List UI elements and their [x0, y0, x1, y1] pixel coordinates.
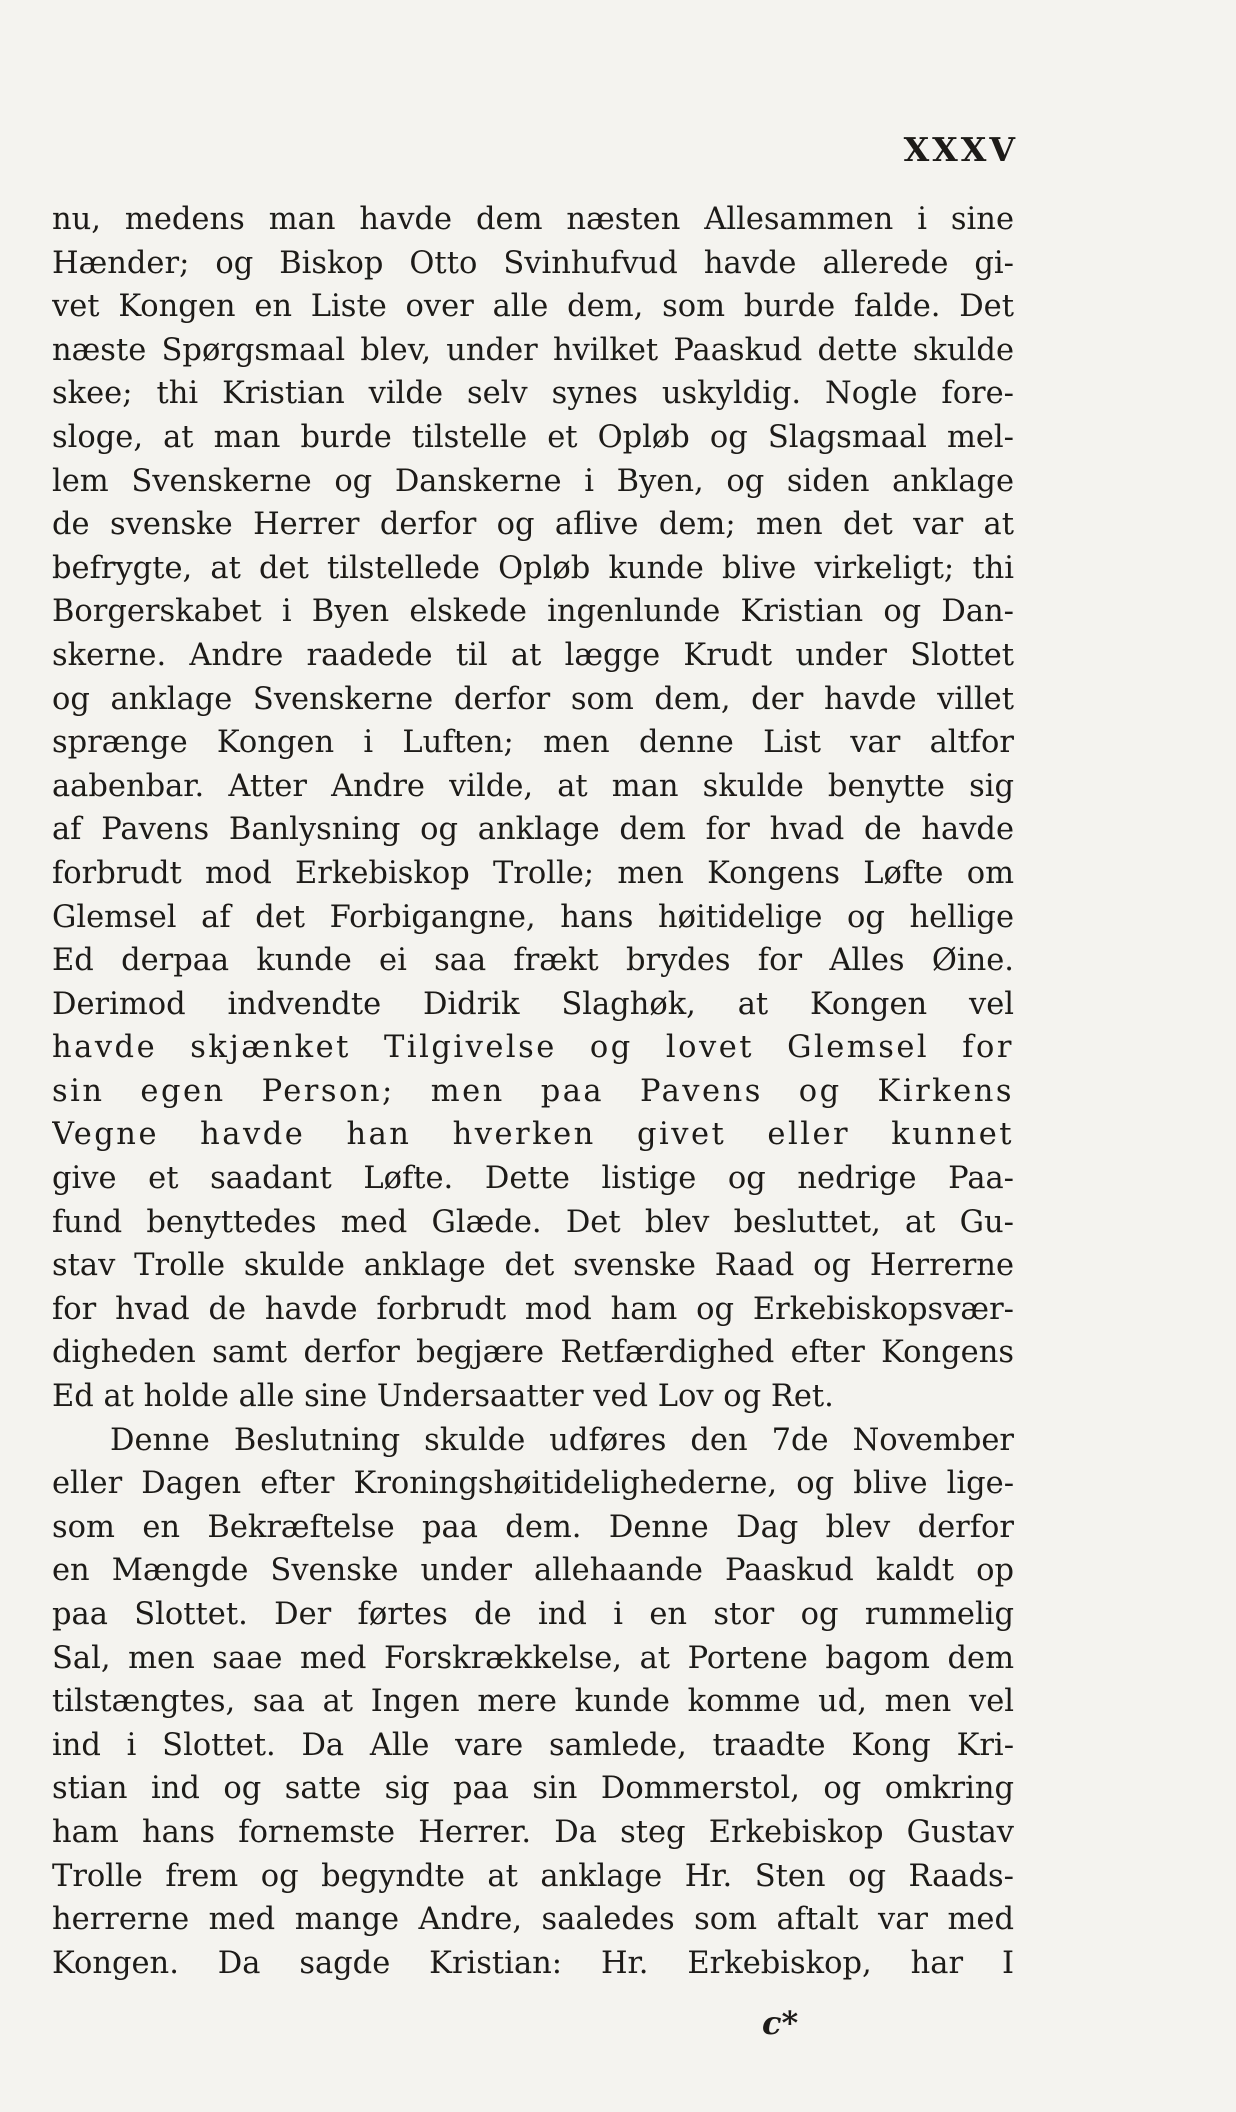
- text-line: herrerne med mange Andre, saaledes som aftalt var med: [52, 1902, 1014, 1938]
- signature-mark: c*: [762, 2004, 799, 2042]
- body-text: [52, 198, 1014, 1985]
- text-line: Glemsel af det Forbigangne, hans høitidelige og hellige: [52, 899, 1014, 935]
- text-line: befrygte, at det tilstellede Opløb kunde blive virkeligt; thi: [52, 550, 1014, 586]
- text-line: Derimod indvendte Didrik Slaghøk, at Kongen vel: [52, 986, 1014, 1022]
- text-line: tilstængtes, saa at Ingen mere kunde komme ud, men vel: [52, 1684, 1014, 1720]
- text-line-emphasized: sin egen Person; men paa Pavens og Kirkens: [52, 1073, 1014, 1109]
- text-line: stav Trolle skulde anklage det svenske Raad og Herrerne: [52, 1248, 1014, 1284]
- text-line: skerne. Andre raadede til at lægge Krudt under Slottet: [52, 637, 1014, 673]
- text-line: forbrudt mod Erkebiskop Trolle; men Kongens Løfte om: [52, 855, 1014, 891]
- text-line: aabenbar. Atter Andre vilde, at man skulde benytte sig: [52, 768, 1014, 804]
- paragraph-start-line: Denne Beslutning skulde udføres den 7de November: [110, 1422, 1014, 1458]
- text-line-emphasized: havde skjænket Tilgivelse og lovet Glemsel for: [52, 1030, 1014, 1066]
- text-line: Ed derpaa kunde ei saa frækt brydes for Alles Øine.: [52, 943, 1014, 979]
- text-line: digheden samt derfor begjære Retfærdighed efter Kongens: [52, 1335, 1014, 1371]
- text-line: ham hans fornemste Herrer. Da steg Erkebiskop Gustav: [52, 1814, 1014, 1850]
- text-line: de svenske Herrer derfor og aflive dem; men det var at: [52, 507, 1014, 543]
- text-line: sprænge Kongen i Luften; men denne List var altfor: [52, 725, 1014, 761]
- text-line: fund benyttedes med Glæde. Det blev besluttet, at Gu-: [52, 1204, 1014, 1240]
- text-line: sloge, at man burde tilstelle et Opløb og Slagsmaal mel-: [52, 419, 1014, 455]
- text-line: Borgerskabet i Byen elskede ingenlunde Kristian og Dan-: [52, 594, 1014, 630]
- text-line: ind i Slottet. Da Alle vare samlede, traadte Kong Kri-: [52, 1727, 1014, 1763]
- page-number: XXXV: [903, 130, 1018, 169]
- text-line: skee; thi Kristian vilde selv synes uskyldig. Nogle fore-: [52, 376, 1014, 412]
- text-line: Hænder; og Biskop Otto Svinhufvud havde allerede gi-: [52, 245, 1014, 281]
- text-line: Ed at holde alle sine Undersaatter ved Lov og Ret.: [52, 1379, 834, 1415]
- text-line: eller Dagen efter Kroningshøitidelighederne, og blive lige-: [52, 1466, 1014, 1502]
- text-line: af Pavens Banlysning og anklage dem for hvad de havde: [52, 812, 1014, 848]
- text-line: nu, medens man havde dem næsten Allesammen i sine: [52, 202, 1014, 237]
- text-line: og anklage Svenskerne derfor som dem, der havde villet: [52, 681, 1014, 717]
- text-line: for hvad de havde forbrudt mod ham og Erkebiskopsvær-: [52, 1291, 1014, 1327]
- text-line: Sal, men saae med Forskrækkelse, at Portene bagom dem: [52, 1640, 1014, 1676]
- text-line: som en Bekræftelse paa dem. Denne Dag blev derfor: [52, 1509, 1014, 1545]
- text-line: næste Spørgsmaal blev, under hvilket Paaskud dette skulde: [52, 332, 1014, 368]
- text-line: en Mængde Svenske under allehaande Paaskud kaldt op: [52, 1553, 1014, 1589]
- text-line: Trolle frem og begyndte at anklage Hr. Sten og Raads-: [52, 1858, 1014, 1894]
- text-line: vet Kongen en Liste over alle dem, som burde falde. Det: [52, 289, 1014, 325]
- text-line: stian ind og satte sig paa sin Dommerstol, og omkring: [52, 1771, 1014, 1807]
- text-line: paa Slottet. Der førtes de ind i en stor og rummelig: [52, 1597, 1014, 1632]
- text-line-emphasized: Vegne havde han hverken givet eller kunnet: [52, 1117, 1014, 1153]
- text-line: lem Svenskerne og Danskerne i Byen, og siden anklage: [52, 463, 1014, 499]
- text-line: Kongen. Da sagde Kristian: Hr. Erkebiskop, har I: [52, 1945, 1014, 1981]
- text-line: give et saadant Løfte. Dette listige og nedrige Paa-: [52, 1161, 1014, 1197]
